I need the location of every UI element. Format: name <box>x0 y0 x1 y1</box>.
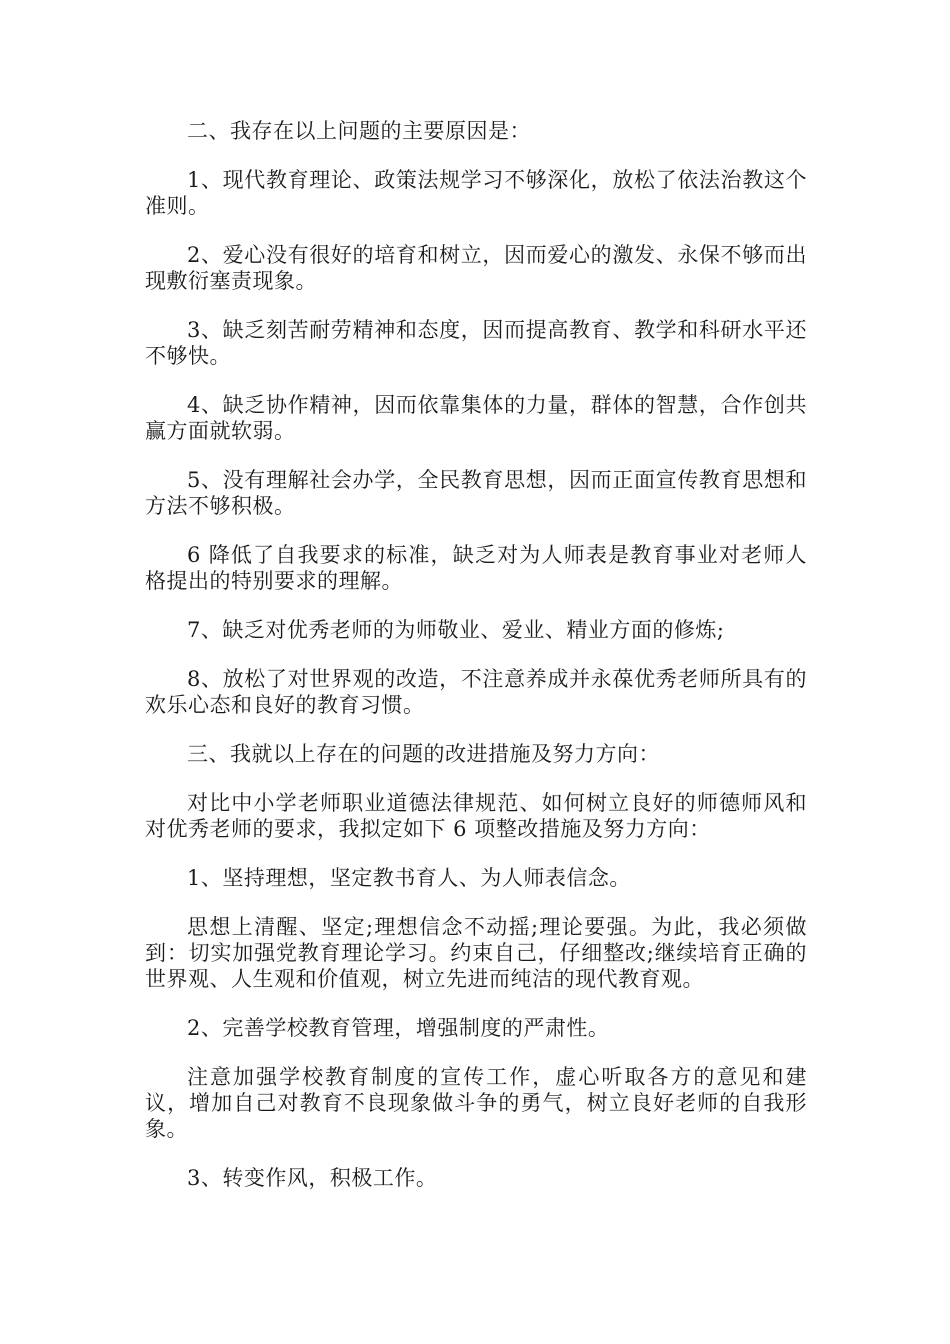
paragraph-reason-7: 7、缺乏对优秀老师的为师敬业、爱业、精业方面的修炼; <box>187 618 725 642</box>
paragraph-reason-5: 5、没有理解社会办学，全民教育思想，因而正面宣传教育思想和方法不够积极。 <box>145 468 807 518</box>
document-page <box>145 118 807 1214</box>
paragraph-reason-4: 4、缺乏协作精神，因而依靠集体的力量，群体的智慧，合作创共赢方面就软弱。 <box>145 393 807 443</box>
paragraph-reason-3: 3、缺乏刻苦耐劳精神和态度，因而提高教育、教学和科研水平还不够快。 <box>145 318 807 368</box>
paragraph-measure-2-title: 2、完善学校教育管理，增强制度的严肃性。 <box>187 1016 610 1040</box>
paragraph-reason-1: 1、现代教育理论、政策法规学习不够深化，放松了依法治教这个准则。 <box>145 168 807 218</box>
paragraph-reason-8: 8、放松了对世界观的改造，不注意养成并永葆优秀老师所具有的欢乐心态和良好的教育习惯。 <box>145 667 807 717</box>
paragraph-reason-2: 2、爱心没有很好的培育和树立，因而爱心的激发、永保不够而出现敷衍塞责现象。 <box>145 243 807 293</box>
paragraph-measure-2-body: 注意加强学校教育制度的宣传工作，虚心听取各方的意见和建议，增加自己对教育不良现象做斗争的勇气，树立良好老师的自我形象。 <box>145 1065 807 1141</box>
paragraph-heading-reasons: 二、我存在以上问题的主要原因是： <box>187 119 531 143</box>
paragraph-measure-1-body: 思想上清醒、坚定;理想信念不动摇;理论要强。为此，我必须做到：切实加强党教育理论学习。约束自己，仔细整改;继续培育正确的世界观、人生观和价值观，树立先进而纯洁的现代教育观。 <box>145 915 807 991</box>
paragraph-heading-measures: 三、我就以上存在的问题的改进措施及努力方向： <box>187 742 660 766</box>
paragraph-measures-intro: 对比中小学老师职业道德法律规范、如何树立良好的师德师风和对优秀老师的要求，我拟定如下 6 项整改措施及努力方向： <box>145 791 807 841</box>
paragraph-measure-3-title: 3、转变作风，积极工作。 <box>187 1166 438 1190</box>
paragraph-reason-6: 6 降低了自我要求的标准，缺乏对为人师表是教育事业对老师人格提出的特别要求的理解。 <box>145 543 807 593</box>
paragraph-measure-1-title: 1、坚持理想，坚定教书育人、为人师表信念。 <box>187 866 631 890</box>
